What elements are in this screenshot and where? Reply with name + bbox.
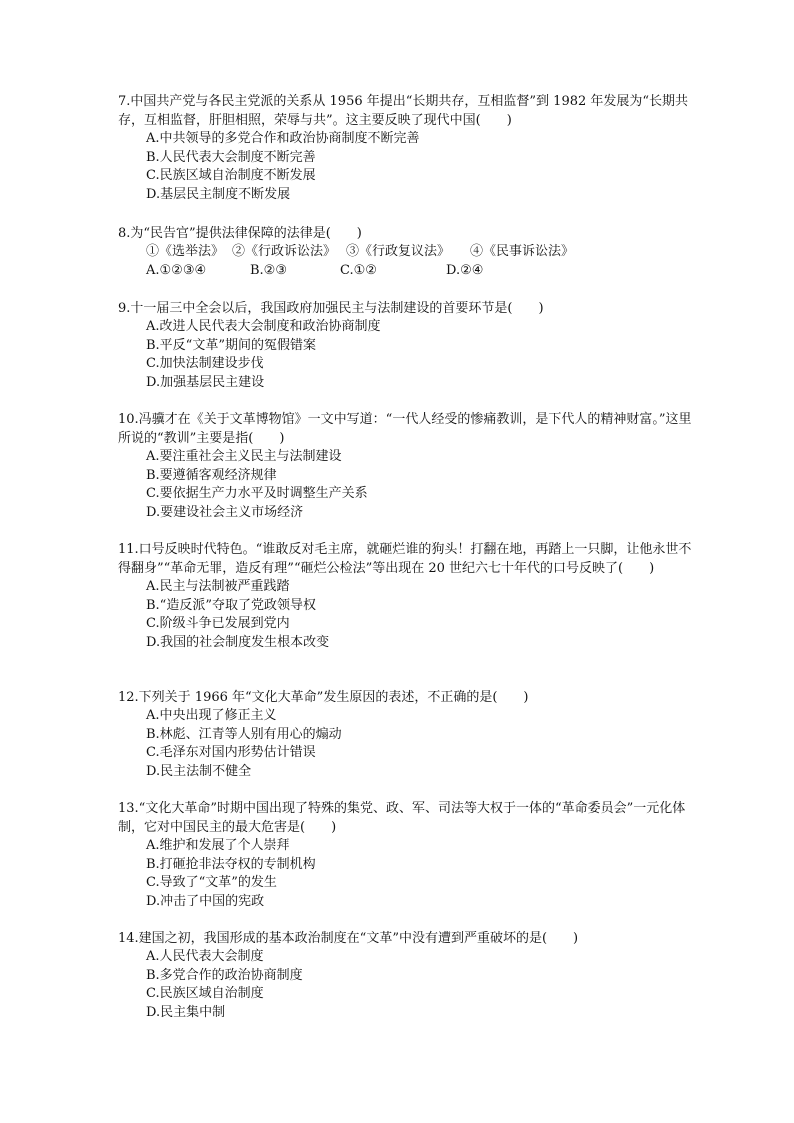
question-11 (118, 540, 698, 652)
option-c: C.导致了“文革”的发生 (146, 875, 277, 890)
option-d: D.要建设社会主义市场经济 (146, 504, 304, 520)
option-a: A.①②③④ (146, 262, 207, 278)
question-stem: 12.下列关于 1966 年“文化大革命”发生原因的表述，不正确的是( ) (118, 690, 529, 705)
question-stem: 8.为“民告官”提供法律保障的法律是( ) (118, 226, 362, 241)
option-a: A.要注重社会主义民主与法制建设 (146, 449, 342, 464)
option-b: B.“造反派”夺取了党政领导权 (146, 597, 316, 613)
option-b: B.②③ (250, 262, 287, 278)
option-d: D.加强基层民主建设 (146, 374, 265, 390)
option-a: A.人民代表大会制度 (146, 949, 264, 964)
option-d: D.我国的社会制度发生根本改变 (146, 634, 330, 650)
option-a: A.维护和发展了个人崇拜 (146, 838, 290, 853)
option-c: C.毛泽东对国内形势估计错误 (146, 745, 316, 760)
question-13 (118, 799, 698, 911)
statement-1: ①《选举法》 (146, 244, 225, 259)
question-12 (118, 688, 698, 781)
question-7 (118, 92, 698, 204)
option-d: D.基层民主制度不断发展 (146, 186, 291, 202)
statement-3: ③《行政复议法》 (346, 244, 451, 259)
statement-2: ②《行政诉讼法》 (232, 244, 337, 259)
option-a: A.改进人民代表大会制度和政治协商制度 (146, 319, 381, 334)
question-stem: 10.冯骥才在《关于文革博物馆》一文中写道：“一代人经受的惨痛教训，是下代人的精神财富。”这里所说的“教训”主要是指( ) (118, 412, 692, 446)
question-stem: 9.十一届三中全会以后，我国政府加强民主与法制建设的首要环节是( ) (118, 301, 544, 316)
option-b: B.多党合作的政治协商制度 (146, 967, 303, 983)
option-a: A.中央出现了修正主义 (146, 708, 277, 723)
option-c: C.①② (340, 262, 377, 278)
option-b: B.人民代表大会制度不断完善 (146, 149, 316, 165)
question-stem: 7.中国共产党与各民主党派的关系从 1956 年提出“长期共存，互相监督”到 1982 年发展为“长期共存，互相监督，肝胆相照，荣辱与共”。这主要反映了现代中国( ) (118, 94, 689, 128)
option-b: B.平反“文革”期间的冤假错案 (146, 337, 316, 353)
option-d: D.民主集中制 (146, 1004, 226, 1020)
option-row (118, 262, 698, 281)
option-c: C.阶级斗争已发展到党内 (146, 616, 290, 631)
question-8 (118, 224, 698, 280)
option-c: C.民族区域自治制度 (146, 986, 264, 1001)
option-b: B.打砸抢非法夺权的专制机构 (146, 856, 316, 872)
option-c: C.要依据生产力水平及时调整生产关系 (146, 486, 368, 501)
option-c: C.加快法制建设步伐 (146, 356, 264, 371)
question-14 (118, 929, 698, 1022)
question-stem: 13.“文化大革命”时期中国出现了特殊的集党、政、军、司法等大权于一体的“革命委员会”一元化体制，它对中国民主的最大危害是( ) (118, 801, 686, 835)
question-stem: 11.口号反映时代特色。“谁敢反对毛主席，就砸烂谁的狗头！打翻在地，再踏上一只脚，让他永世不得翻身”“革命无罪，造反有理”“砸烂公检法”等出现在 20 世纪六七十年代的口号反映了( ) (118, 542, 692, 576)
question-10 (118, 410, 698, 522)
option-a: A.民主与法制被严重践踏 (146, 579, 290, 594)
option-d: D.冲击了中国的宪政 (146, 893, 265, 909)
option-b: B.要遵循客观经济规律 (146, 467, 277, 483)
option-d: D.民主法制不健全 (146, 763, 252, 779)
statement-4: ④《民事诉讼法》 (470, 244, 575, 259)
question-9 (118, 299, 698, 392)
option-b: B.林彪、江青等人别有用心的煽动 (146, 726, 342, 742)
option-a: A.中共领导的多党合作和政治协商制度不断完善 (146, 131, 420, 146)
option-c: C.民族区域自治制度不断发展 (146, 168, 316, 183)
question-stem: 14.建国之初，我国形成的基本政治制度在“文革”中没有遭到严重破坏的是( ) (118, 931, 579, 946)
statement-row (118, 243, 698, 262)
option-d: D.②④ (446, 262, 484, 278)
